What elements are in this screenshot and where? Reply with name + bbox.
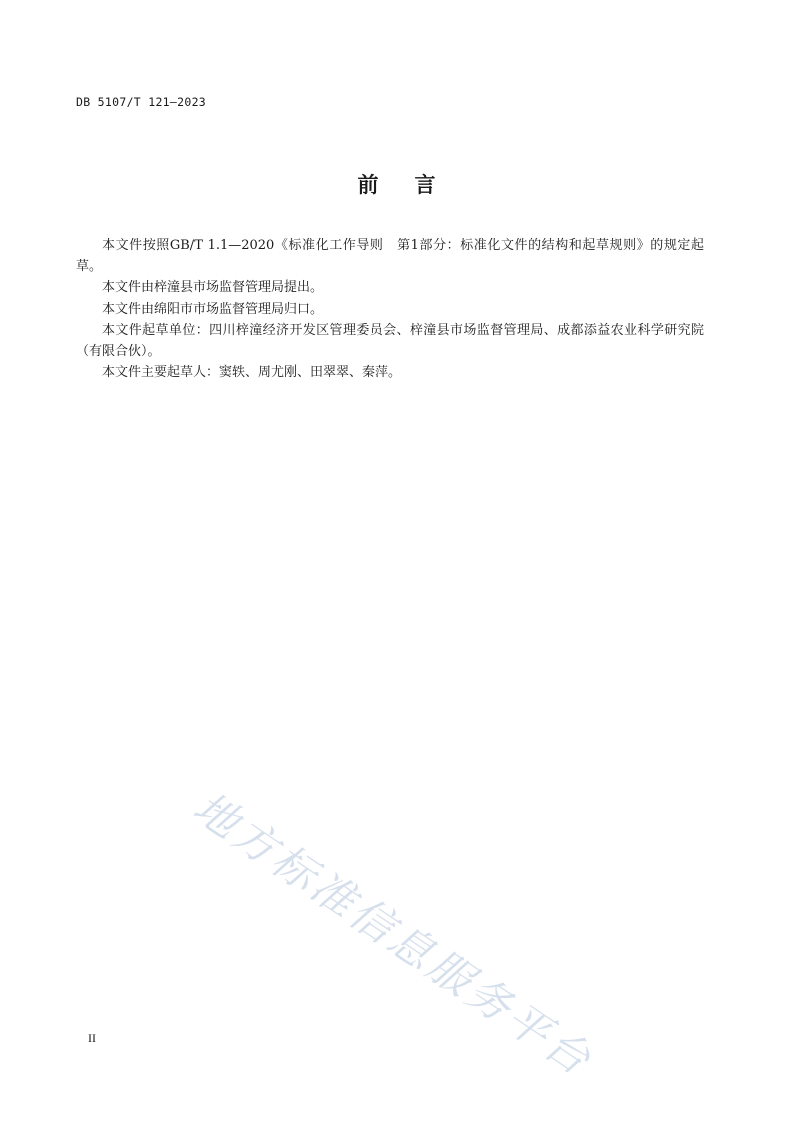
- document-code: DB 5107/T 121—2023: [76, 95, 207, 109]
- watermark: 地方标准信息服务平台: [184, 782, 602, 1087]
- page-number: II: [88, 1031, 96, 1045]
- paragraph-proposed-by: 本文件由梓潼县市场监督管理局提出。: [102, 280, 324, 296]
- paragraph-drafting-units: 本文件起草单位：四川梓潼经济开发区管理委员会、梓潼县市场监督管理局、成都添益农业科学研究院（有限合伙）。: [76, 322, 704, 360]
- paragraph-centralized-by: 本文件由绵阳市市场监督管理局归口。: [102, 301, 324, 317]
- paragraph-drafting-rules: 本文件按照GB/T 1.1—2020《标准化工作导则 第1部分：标准化文件的结构和起草规则》的规定起草。: [76, 238, 704, 275]
- foreword-body: [76, 235, 704, 383]
- paragraph-drafters: 本文件主要起草人：窦轶、周尤刚、田翠翠、秦萍。: [102, 365, 402, 381]
- page-title: 前言: [357, 173, 472, 197]
